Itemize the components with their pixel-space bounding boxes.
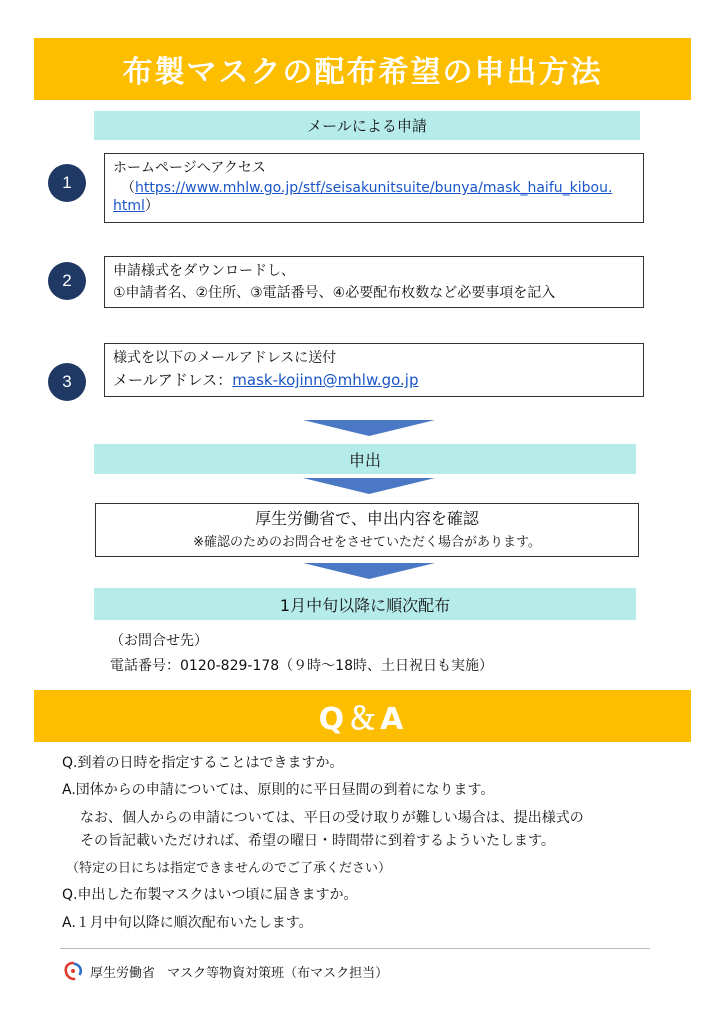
step-2-text-line2: ①申請者名、②住所、③電話番号、④必要配布枚数など必要事項を記入 — [113, 285, 556, 301]
qa-title: Q＆A — [318, 702, 407, 737]
step-3-text: 様式を以下のメールアドレスに送付 — [113, 350, 337, 366]
distribution-section-label — [94, 588, 636, 620]
email-section-label — [94, 111, 640, 140]
confirm-box — [95, 503, 639, 557]
submit-label: 申出 — [348, 450, 381, 470]
step-3-badge: 3 — [48, 363, 86, 401]
footer-dept: マスク等物資対策班（布マスク担当） — [167, 966, 389, 981]
step-1-url-link[interactable]: https://www.mhlw.go.jp/stf/seisakunitsuite/bunya/mask_haifu_kibou. — [135, 180, 613, 196]
down-arrow-icon — [303, 478, 435, 494]
contact-heading: （お問合せ先） — [110, 633, 208, 649]
contact-phone: 電話番号：0120-829-178（９時～18時、土日祝日も実施） — [110, 658, 493, 674]
qa-answer-1-detail-2: その旨記載いただければ、希望の曜日・時間帯に到着するよういたします。 — [80, 833, 555, 849]
qa-banner — [34, 690, 691, 742]
qa-answer-1-note: （特定の日にちは指定できませんのでご了承ください） — [66, 861, 392, 876]
step-1-box: ホームページへアクセス （https://www.mhlw.go.jp/stf/seisakunitsuite/bunya/mask_haifu_kibou. html） — [104, 153, 644, 223]
confirm-text: 厚生労働省で、申出内容を確認 — [255, 509, 479, 528]
step-2-badge: 2 — [48, 262, 86, 300]
footer-divider — [60, 948, 650, 949]
title-banner — [34, 38, 691, 100]
step-2-box — [104, 256, 644, 308]
step-1-badge: 1 — [48, 164, 86, 202]
step-2-text-line1: 申請様式をダウンロードし、 — [113, 263, 295, 279]
step-1-text: ホームページへアクセス — [113, 160, 266, 176]
qa-answer-1: A.団体からの申請については、原則的に平日昼間の到着になります。 — [62, 782, 495, 798]
down-arrow-icon — [303, 420, 435, 436]
qa-question-1: Q.到着の日時を指定することはできますか。 — [62, 755, 344, 771]
footer-text — [90, 962, 388, 981]
email-link[interactable]: mask-kojinn@mhlw.go.jp — [232, 371, 419, 389]
footer-org: 厚生労働省 — [90, 966, 156, 981]
step-1-url-link-cont[interactable]: html — [113, 198, 145, 214]
qa-answer-1-detail-1: なお、個人からの申請については、平日の受け取りが難しい場合は、提出様式の — [80, 810, 584, 826]
submit-section-label — [94, 444, 636, 474]
distribution-label: 1月中旬以降に順次配布 — [279, 595, 451, 615]
down-arrow-icon — [303, 563, 435, 579]
mhlw-logo-icon — [62, 960, 84, 982]
email-label: メールアドレス： — [113, 371, 233, 389]
confirm-note: ※確認のためのお問合せをさせていただく場合があります。 — [193, 535, 541, 550]
email-section-label-text: メールによる申請 — [307, 117, 427, 135]
step-3-box — [104, 343, 644, 397]
qa-question-2: Q.申出した布製マスクはいつ頃に届きますか。 — [62, 887, 358, 903]
qa-answer-2: A.１月中旬以降に順次配布いたします。 — [62, 915, 313, 931]
page-title: 布製マスクの配布希望の申出方法 — [122, 55, 603, 90]
